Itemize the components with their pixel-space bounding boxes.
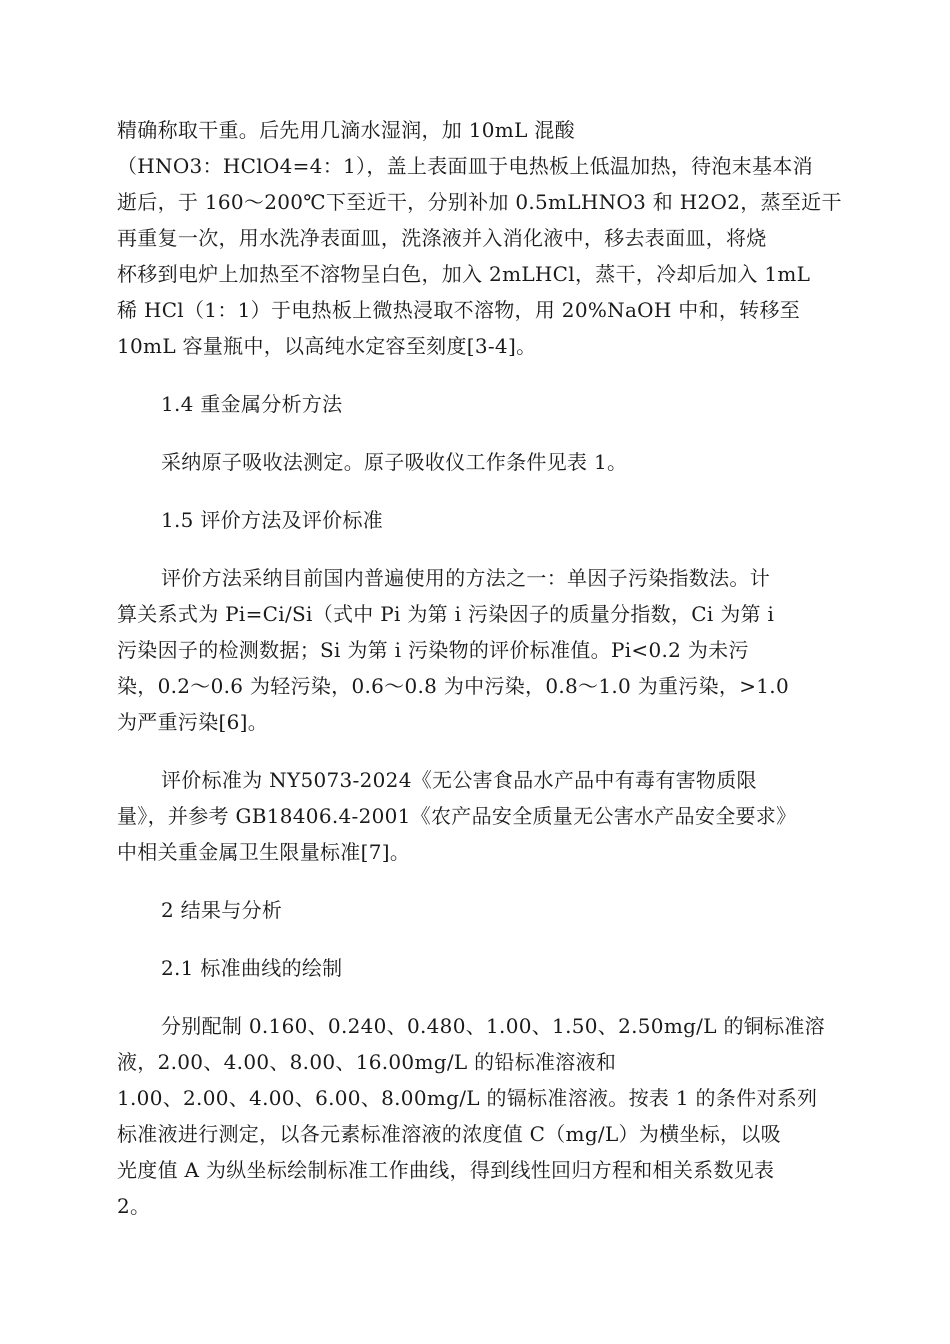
section-heading: 1.5 评价方法及评价标准 (161, 508, 384, 532)
text-line: 算关系式为 Pi=Ci/Si（式中 Pi 为第 i 污染因子的质量分指数，Ci 为第 i (117, 602, 775, 626)
text-line: 2。 (117, 1194, 151, 1218)
text-line: 稀 HCl（1：1）于电热板上微热浸取不溶物，用 20%NaOH 中和，转移至 (117, 298, 801, 322)
section-heading: 2.1 标准曲线的绘制 (161, 956, 343, 980)
text-line: 再重复一次，用水洗净表面皿，洗涤液并入消化液中，移去表面皿，将烧 (117, 226, 767, 250)
text-line: 逝后，于 160～200℃下至近干，分别补加 0.5mLHNO3 和 H2O2，蒸至近干 (117, 190, 842, 214)
text-line: 中相关重金属卫生限量标准[7]。 (117, 840, 411, 864)
text-line: 光度值 A 为纵坐标绘制标准工作曲线，得到线性回归方程和相关系数见表 (117, 1158, 775, 1182)
text-line: 10mL 容量瓶中，以高纯水定容至刻度[3-4]。 (117, 334, 537, 358)
text-line: 标准液进行测定，以各元素标准溶液的浓度值 C（mg/L）为横坐标，以吸 (117, 1122, 781, 1146)
text-line: 量》，并参考 GB18406.4-2001《农产品安全质量无公害水产品安全要求》 (117, 804, 797, 828)
text-line: 液，2.00、4.00、8.00、16.00mg/L 的铅标准溶液和 (117, 1050, 617, 1074)
section-heading: 2 结果与分析 (161, 898, 283, 922)
text-line: 杯移到电炉上加热至不溶物呈白色，加入 2mLHCl，蒸干，冷却后加入 1mL (117, 262, 811, 286)
text-line: 精确称取干重。后先用几滴水湿润，加 10mL 混酸 (117, 118, 575, 142)
text-line: 染，0.2～0.6 为轻污染，0.6～0.8 为中污染，0.8～1.0 为重污染，>1.0 (117, 674, 789, 698)
text-line: （HNO3：HClO4=4：1），盖上表面皿于电热板上低温加热，待泡末基本消 (117, 154, 813, 178)
document-page (117, 112, 842, 1224)
text-line: 采纳原子吸收法测定。原子吸收仪工作条件见表 1。 (161, 450, 628, 474)
text-line: 评价标准为 NY5073-2024《无公害食品水产品中有毒有害物质限 (161, 768, 757, 792)
text-line: 污染因子的检测数据；Si 为第 i 污染物的评价标准值。Pi<0.2 为未污 (117, 638, 749, 662)
text-line: 分别配制 0.160、0.240、0.480、1.00、1.50、2.50mg/L 的铜标准溶 (161, 1014, 825, 1038)
section-heading: 1.4 重金属分析方法 (161, 392, 343, 416)
text-line: 为严重污染[6]。 (117, 710, 269, 734)
text-line: 1.00、2.00、4.00、6.00、8.00mg/L 的镉标准溶液。按表 1 的条件对系列 (117, 1086, 818, 1110)
text-line: 评价方法采纳目前国内普遍使用的方法之一：单因子污染指数法。计 (161, 566, 770, 590)
